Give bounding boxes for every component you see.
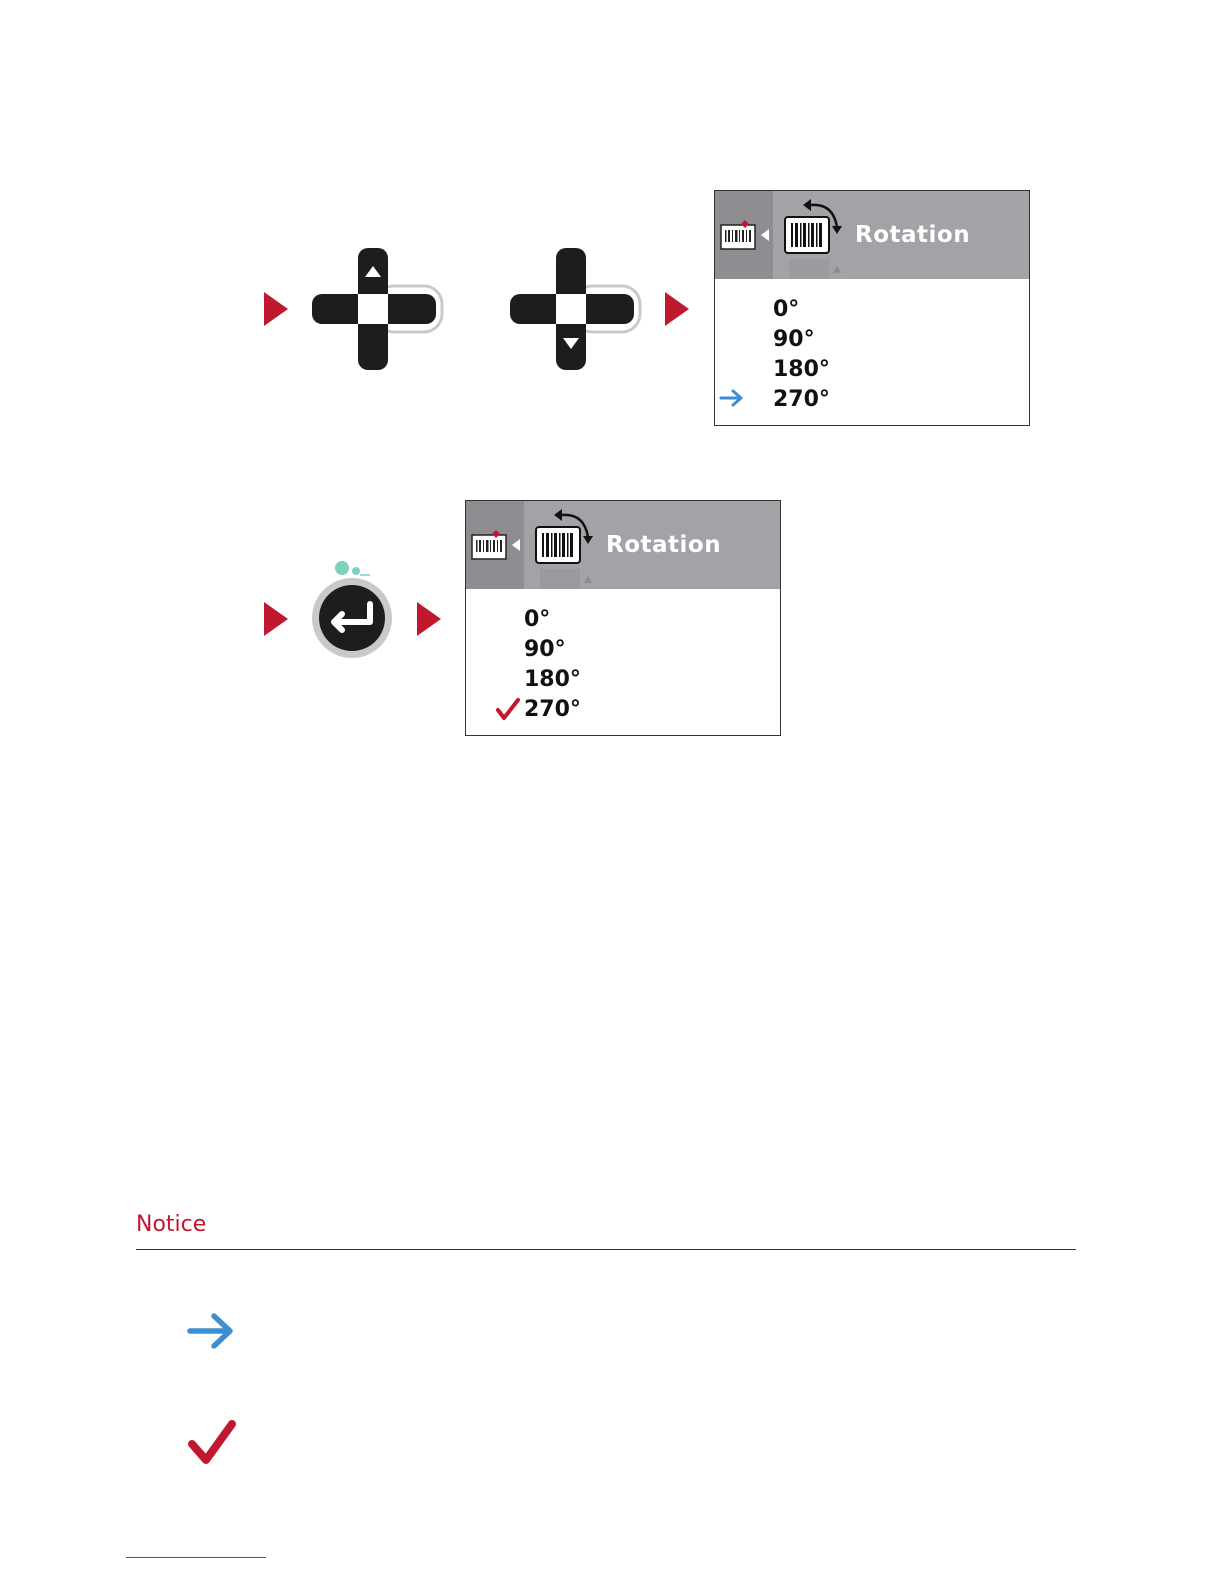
option-90[interactable]: 90° xyxy=(524,637,566,662)
label-settings-icon xyxy=(470,527,532,563)
option-270[interactable]: 270° xyxy=(524,697,581,722)
rotation-screen-select xyxy=(714,190,1030,426)
step-arrow-4 xyxy=(417,602,441,636)
rotation-icon xyxy=(532,509,602,589)
step-arrow-2 xyxy=(665,292,689,326)
dpad-up-key-icon[interactable] xyxy=(310,246,446,372)
screen-title: Rotation xyxy=(606,532,722,558)
option-180[interactable]: 180° xyxy=(524,667,581,692)
option-0[interactable]: 0° xyxy=(524,607,551,632)
dpad-down-key-icon[interactable] xyxy=(508,246,644,372)
rotation-options xyxy=(524,605,581,725)
enter-key-icon[interactable] xyxy=(306,556,398,664)
right-arrow-icon xyxy=(186,1310,238,1352)
right-arrow-icon xyxy=(719,388,745,408)
screen-title: Rotation xyxy=(855,222,971,248)
rotation-icon xyxy=(781,199,851,279)
step-arrow-1 xyxy=(264,292,288,326)
option-270[interactable]: 270° xyxy=(773,387,830,412)
footer-link-underline[interactable] xyxy=(126,1557,266,1558)
option-0[interactable]: 0° xyxy=(773,297,800,322)
label-settings-icon xyxy=(719,217,781,253)
check-mark-icon xyxy=(496,697,520,721)
notice-title: Notice xyxy=(136,1212,207,1237)
rotation-screen-confirmed xyxy=(465,500,781,736)
rotation-options xyxy=(773,295,830,415)
step-arrow-3 xyxy=(264,602,288,636)
option-180[interactable]: 180° xyxy=(773,357,830,382)
notice-divider xyxy=(136,1249,1076,1250)
check-mark-icon xyxy=(186,1418,238,1466)
option-90[interactable]: 90° xyxy=(773,327,815,352)
